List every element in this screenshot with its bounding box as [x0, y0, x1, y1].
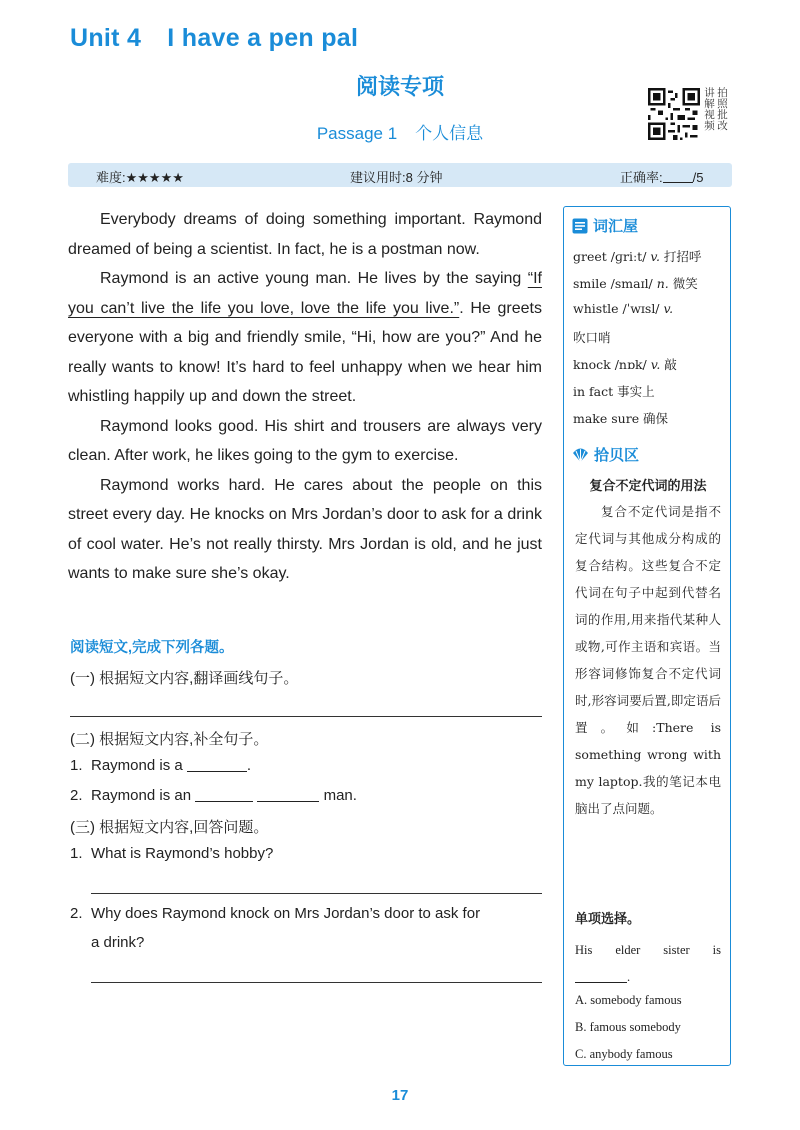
accuracy-label: 正确率: [620, 170, 663, 185]
section-title: 阅读专项 [355, 74, 444, 99]
answer-line[interactable] [91, 982, 542, 983]
part-3-instruction: (三) 根据短文内容,回答问题。 [70, 819, 269, 836]
part-2-instruction: (二) 根据短文内容,补全句子。 [70, 731, 269, 748]
vocab-item: smile /smaɪl/ n. 微笑 [573, 276, 698, 291]
page-number: 17 [391, 1087, 409, 1104]
info-bar [68, 163, 732, 187]
unit-title [70, 24, 358, 53]
quiz-question: His elder sister is . [575, 943, 721, 984]
unit-name: I have a pen pal [167, 24, 359, 52]
sidebar-panel [563, 206, 731, 1066]
vocab-item: knock /nɒk/ v. 敲 [573, 357, 677, 372]
question-3-1: 1. What is Raymond’s hobby? [70, 845, 274, 862]
question-3-2-continued: a drink? [91, 934, 145, 951]
quiz-option-a[interactable]: A. somebody famous [575, 993, 682, 1007]
difficulty-rating: 难度:★★★★★ [96, 170, 184, 185]
answer-line[interactable] [91, 893, 542, 894]
vocab-item: greet /ɡriːt/ v. 打招呼 [573, 249, 702, 264]
shell-icon [572, 447, 589, 463]
passage-paragraph-3: Raymond looks good. His shirt and trousers are always very clean. After work, he likes going to the gym to exercise. [68, 417, 542, 464]
qr-caption: 讲 拍 解 照 视 批 频 改 [704, 87, 728, 132]
underlined-sentence: “If you can’t live the life you love, love the life you live.” [68, 270, 542, 317]
passage-topic: 个人信息 [415, 124, 484, 143]
answer-blank[interactable] [187, 757, 247, 772]
question-2-1: 1. Raymond is a . [70, 757, 252, 774]
answer-blank[interactable] [195, 787, 253, 802]
unit-number: Unit 4 [70, 24, 142, 52]
part-1-instruction: (一) 根据短文内容,翻译画线句子。 [70, 670, 299, 687]
accuracy-field [620, 167, 703, 186]
vocab-item: in fact 事实上 [573, 384, 655, 399]
suggested-time: 建议用时:8 分钟 [350, 170, 443, 185]
quiz-option-c[interactable]: C. anybody famous [575, 1047, 673, 1061]
passage-paragraph-4: Raymond works hard. He cares about the people on this street every day. He knocks on Mrs Jordan’s door to ask for a drink of cool water. He’s not really thirsty. Mrs Jordan is old, and he just wants to make sure she’s okay. [68, 476, 542, 582]
vocab-item: 吹口哨 [573, 330, 611, 345]
question-3-2: 2. Why does Raymond knock on Mrs Jordan’s door to ask for [70, 905, 481, 922]
passage-number: Passage 1 [316, 124, 398, 143]
questions-heading: 阅读短文,完成下列各题。 [70, 640, 234, 656]
answer-blank[interactable] [575, 970, 627, 983]
vocab-item: make sure 确保 [573, 411, 669, 426]
qr-code-icon[interactable] [648, 88, 700, 140]
accuracy-blank[interactable] [663, 170, 693, 183]
translation-answer-line[interactable] [70, 716, 542, 717]
grammar-header: 拾贝区 [572, 444, 639, 465]
accuracy-total: /5 [692, 170, 704, 185]
answer-blank[interactable] [257, 787, 319, 802]
vocab-header: 词汇屋 [572, 215, 638, 236]
passage-paragraph-2: Raymond is an active young man. He lives by the saying “If you can’t live the life you love, love the life you live.”. He greets everyone with a big and friendly smile, “Hi, how are you?” And he really wants to know! It’s hard to feel unhappy when we hear him whistling happily up and down the street. [68, 270, 542, 405]
vocab-box-icon [572, 218, 588, 234]
reading-passage [68, 205, 542, 589]
grammar-subtitle: 复合不定代词的用法 [589, 478, 707, 493]
question-2-2: 2. Raymond is an man. [70, 787, 357, 804]
grammar-explanation: 复合不定代词是指不定代词与其他成分构成的复合结构。这些复合不定代词在句子中起到代替名词的作用,用来指代某种人或物,可作主语和宾语。当形容词修饰复合不定代词时,形容词要后置,即定语后置。如:There is something wrong with my laptop.我的笔记本电脑出了点问题。 [575, 504, 721, 816]
quiz-option-b[interactable]: B. famous somebody [575, 1020, 681, 1034]
quiz-title: 单项选择。 [575, 911, 641, 926]
vocab-item: whistle /ˈwɪsl/ v. [573, 301, 674, 316]
passage-paragraph-1: Everybody dreams of doing something important. Raymond dreamed of being a scientist. In fact, he is a postman now. [68, 211, 542, 258]
